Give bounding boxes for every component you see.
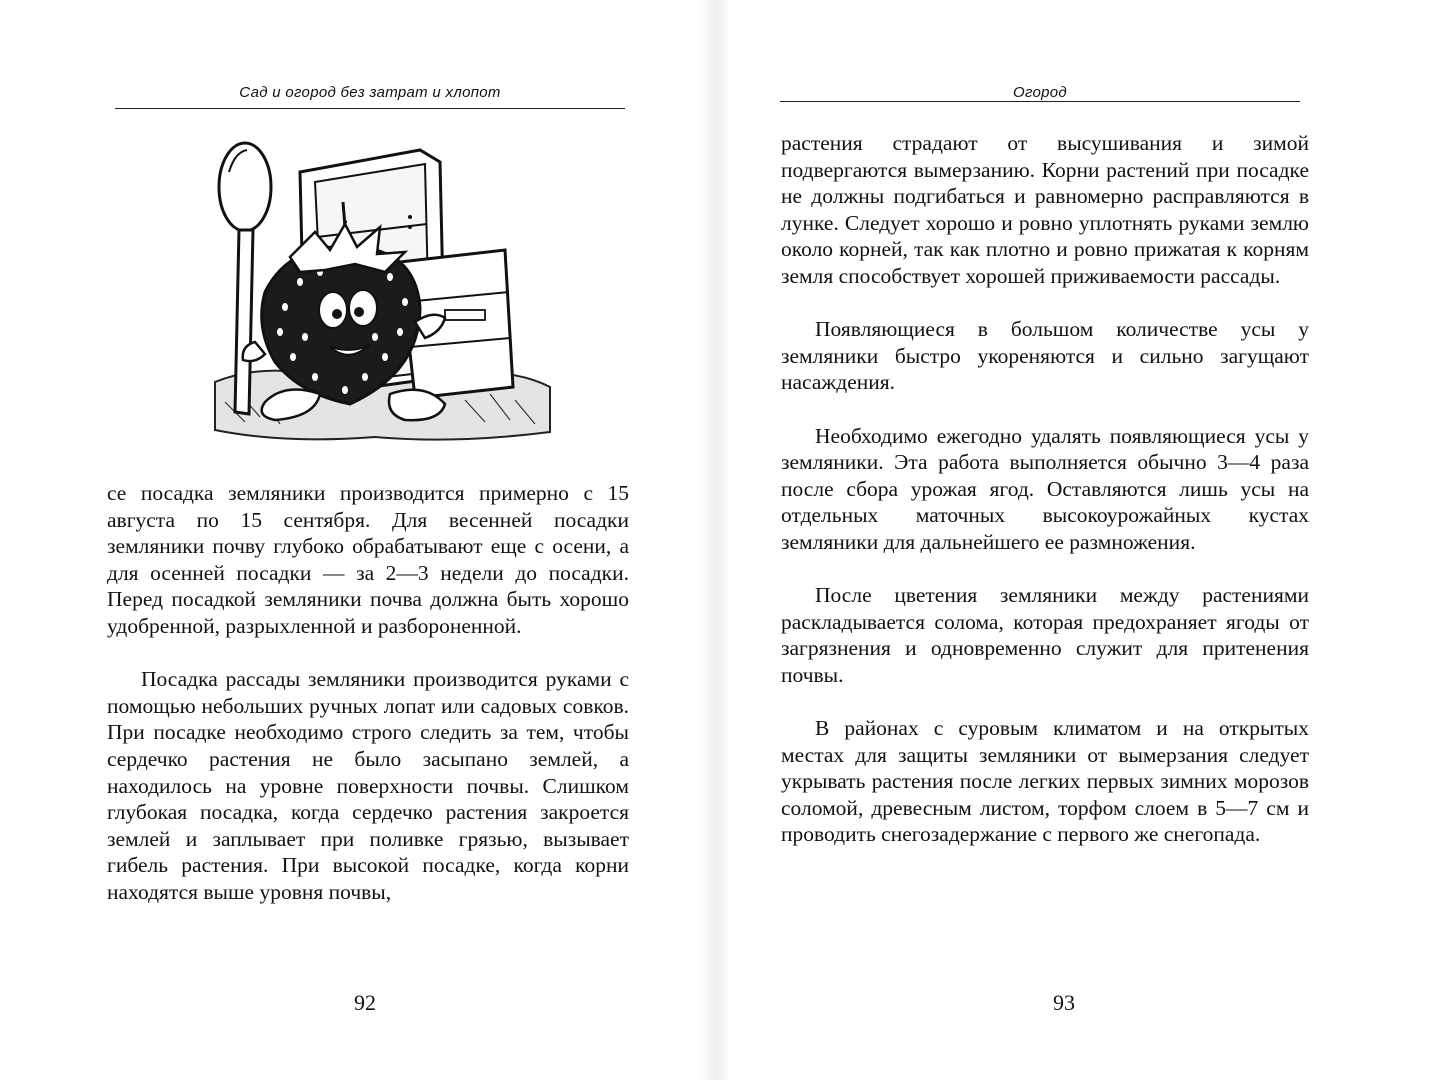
paragraph: После цветения земляники между растениями раскладывается солома, которая предохраняет ягоды от загрязнения и одновременно служит для притенения почвы. bbox=[781, 583, 1309, 687]
paragraph: Посадка рассады земляники производится руками с помощью небольших ручных лопат или садовых совков. При посадке необходимо строго следить за тем, чтобы сердечко растения не было засыпано землей, а находилось на уровне поверхности почвы. Слишком глубокая посадка, когда сердечко растения закроется землей и заплывает при поливке грязью, вызывает гибель растения. При высокой посадке, когда корни находятся выше уровня почвы, bbox=[107, 667, 629, 904]
running-head-right: Огород bbox=[1012, 84, 1067, 101]
left-page bbox=[0, 0, 715, 1080]
paragraph: Необходимо ежегодно удалять появляющиеся усы у земляники. Эта работа выполняется обычно 3—4 раза после сбора урожая ягод. Оставляются лишь усы на отдельных маточных высокоурожайных кустах земляники для дальнейшего ее размножения. bbox=[781, 423, 1309, 554]
running-head-left: Сад и огород без затрат и хлопот bbox=[239, 84, 501, 101]
strawberry-illustration-icon bbox=[205, 132, 555, 444]
header-rule-left bbox=[115, 108, 625, 109]
left-page-body bbox=[107, 480, 629, 906]
header-rule-right bbox=[780, 101, 1300, 102]
right-page-body bbox=[781, 130, 1309, 848]
paragraph: се посадка земляники производится примерно с 15 августа по 15 сентября. Для весенней посадки земляники почву глубоко обрабатывают еще с осени, а для осенней посадки — за 2—3 недели до посадки. Перед посадкой земляники почва должна быть хорошо удобренной, разрыхленной и разбороненной. bbox=[107, 481, 629, 638]
paragraph: растения страдают от высушивания и зимой подвергаются вымерзанию. Корни растений при посадке не должны подгибаться и равномерно расправляются в лунке. Следует хорошо и ровно уплотнять руками землю около корней, так как плотно и ровно прижатая к корням земля способствует хорошей приживаемости рассады. bbox=[781, 131, 1309, 288]
page-number-right: 93 bbox=[1053, 990, 1075, 1015]
paragraph: В районах с суровым климатом и на открытых местах для защиты земляники от вымерзания следует укрывать растения после легких первых зимних морозов соломой, древесным листом, торфом слоем в 5—7 см и проводить снегозадержание с первого же снегопада. bbox=[781, 716, 1309, 847]
paragraph: Появляющиеся в большом количестве усы у земляники быстро укореняются и сильно загущают насаждения. bbox=[781, 317, 1309, 395]
right-page bbox=[716, 0, 1431, 1080]
page-number-left: 92 bbox=[354, 990, 376, 1015]
